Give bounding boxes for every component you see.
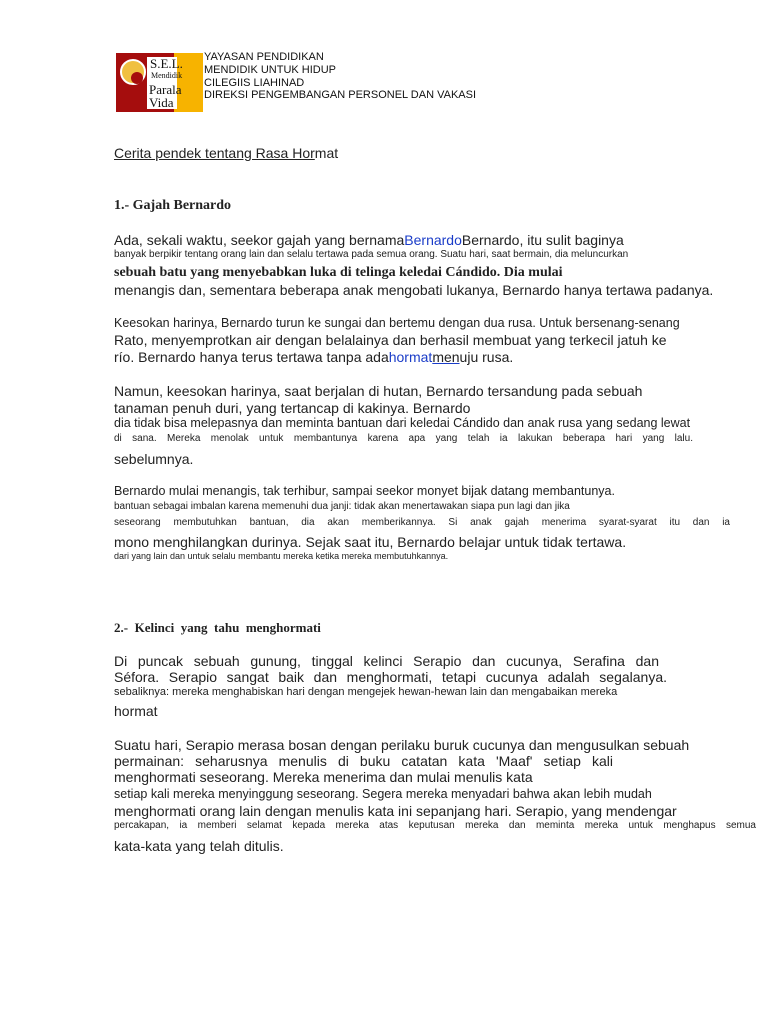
story2-p2-line5: menghormati orang lain dengan menulis kata ini sepanjang hari. Serapio, yang mendengar: [114, 803, 677, 819]
story2-p2-line7: kata-kata yang telah ditulis.: [114, 838, 284, 854]
story2-p2-line1: Suatu hari, Serapio merasa bosan dengan perilaku buruk cucunya dan mengusulkan sebuah: [114, 737, 690, 753]
story1-p3-line4: di sana. Mereka menolak untuk membantunya karena apa yang telah ia lakukan beberapa hari yang lalu.: [114, 433, 693, 444]
story1-p1-line2: banyak berpikir tentang orang lain dan selalu tertawa pada semua orang. Suatu hari, saat bermain, dia meluncurkan: [114, 249, 629, 260]
story1-p1-line3: sebuah batu yang menyebabkan luka di telinga keledai Cándido. Dia mulai: [114, 265, 563, 280]
page-title-rest: mat: [314, 145, 339, 161]
header-line-1: YAYASAN PENDIDIKAN: [204, 51, 324, 63]
story1-p2-text-underlined: men: [432, 349, 460, 365]
story1-p2-text-a: río. Bernardo hanya terus tertawa tanpa ada: [114, 349, 389, 365]
story1-p2-line3: [114, 349, 513, 365]
logo-text-3: Parala: [149, 82, 182, 97]
page-title-underlined: Cerita pendek tentang Rasa Hor: [114, 145, 315, 161]
header-line-2: MENDIDIK UNTUK HIDUP: [204, 64, 337, 76]
story1-p3-line5: sebelumnya.: [114, 451, 194, 467]
story1-p2-line1: Keesokan harinya, Bernardo turun ke sungai dan bertemu dengan dua rusa. Untuk bersenang-senang: [114, 316, 680, 330]
story1-p2-line2: Rato, menyemprotkan air dengan belalainya dan berhasil membuat yang terkecil jatuh ke: [114, 332, 667, 348]
story1-p4-line1: Bernardo mulai menangis, tak terhibur, sampai seekor monyet bijak datang membantunya.: [114, 484, 615, 498]
story2-p2-line4: setiap kali mereka menyinggung seseorang. Segera mereka menyadari bahwa akan lebih mudah: [114, 787, 652, 801]
story1-p1-line1: [114, 232, 669, 248]
story2-heading: 2.- Kelinci yang tahu menghormati: [114, 620, 321, 635]
story1-heading: 1.- Gajah Bernardo: [114, 198, 232, 213]
story1-p1-text-b: Bernardo, itu sulit baginya: [461, 232, 624, 248]
hormat-link[interactable]: hormat: [388, 349, 433, 365]
story2-p2-line6: percakapan, ia memberi selamat kepada mereka atas keputusan mereka dan meminta mereka untuk menghapus semua: [114, 820, 756, 831]
header-line-4: DIREKSI PENGEMBANGAN PERSONEL DAN VAKASI: [204, 89, 477, 101]
story2-p2-line2: permainan: seharusnya menulis di buku catatan kata 'Maaf' setiap kali: [114, 753, 613, 769]
bernardo-link[interactable]: Bernardo: [404, 232, 462, 248]
logo-text-1: S.E.L.: [150, 56, 183, 71]
logo-text-4: Vida: [149, 95, 174, 110]
page-title: [114, 145, 338, 161]
header-line-3: CILEGIIS LIAHINAD: [204, 77, 305, 89]
story1-p3-line2: tanaman penuh duri, yang tertancap di kakinya. Bernardo: [114, 400, 471, 416]
story2-p1-line4: hormat: [114, 703, 158, 719]
story1-p3-line1: Namun, keesokan harinya, saat berjalan di hutan, Bernardo tersandung pada sebuah: [114, 383, 643, 399]
story1-p1-line4: menangis dan, sementara beberapa anak mengobati lukanya, Bernardo hanya tertawa padanya.: [114, 282, 714, 298]
school-logo: [116, 53, 203, 112]
story2-p2-line3: menghormati seseorang. Mereka menerima dan mulai menulis kata: [114, 769, 533, 785]
story2-p1-line3: sebaliknya: mereka menghabiskan hari dengan mengejek hewan-hewan lain dan mengabaikan mereka: [114, 686, 618, 698]
story1-p2-text-b: uju rusa.: [459, 349, 514, 365]
story1-p4-line2: bantuan sebagai imbalan karena memenuhi dua janji: tidak akan menertawakan siapa pun lagi dan jika: [114, 501, 570, 512]
story1-p4-line5: dari yang lain dan untuk selalu membantu mereka ketika mereka membutuhkannya.: [114, 551, 449, 561]
story2-p1-line2: Séfora. Serapio sangat baik dan menghormati, tetapi cucunya adalah segalanya.: [114, 669, 667, 685]
story1-p1-text-a: Ada, sekali waktu, seekor gajah yang bernama: [114, 232, 405, 248]
logo-text-2: Mendidik: [151, 71, 183, 80]
story1-p3-line3: dia tidak bisa melepasnya dan meminta bantuan dari keledai Cándido dan anak rusa yang sedang lewat: [114, 416, 691, 430]
story1-p4-line3: seseorang membutuhkan bantuan, dia akan memberikannya. Si anak gajah menerima syarat-syarat itu dan ia: [114, 517, 730, 528]
story1-p4-line4: mono menghilangkan durinya. Sejak saat itu, Bernardo belajar untuk tidak tertawa.: [114, 534, 627, 550]
logo-emblem-icon: [120, 59, 146, 85]
story2-p1-line1: Di puncak sebuah gunung, tinggal kelinci Serapio dan cucunya, Serafina dan: [114, 653, 659, 669]
